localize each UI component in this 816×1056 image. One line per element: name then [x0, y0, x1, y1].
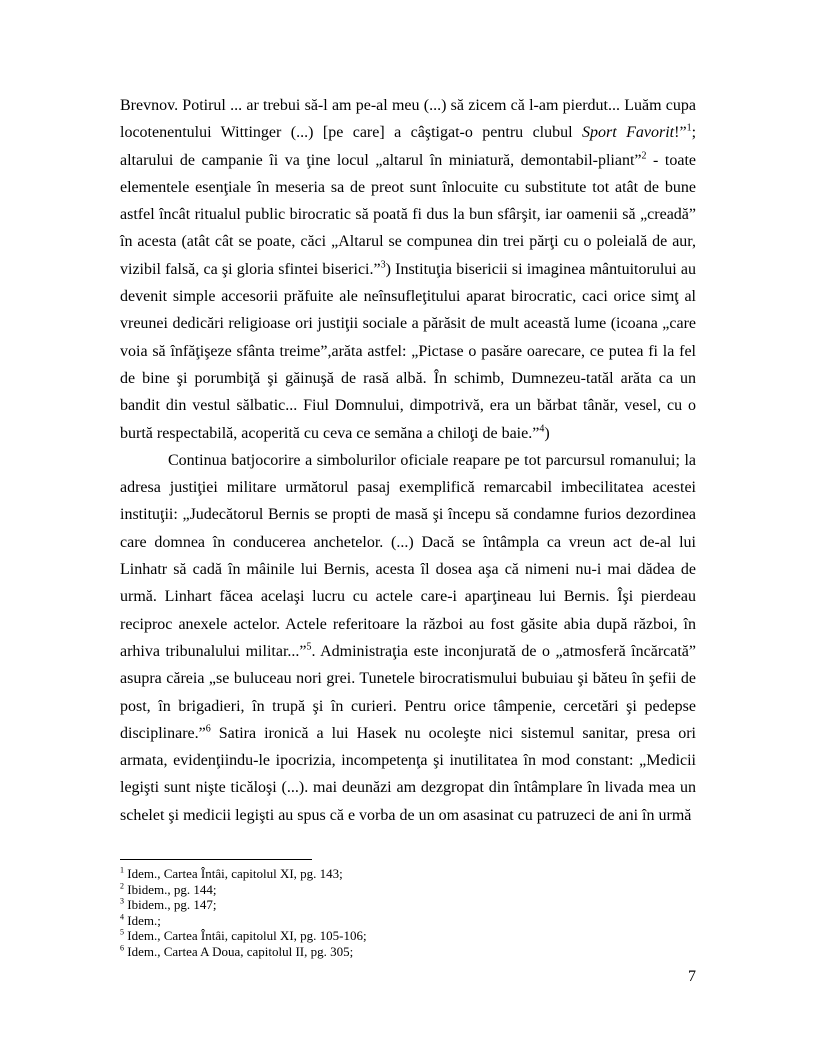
body-text [120, 92, 696, 829]
footnote [120, 897, 696, 913]
footnote [120, 928, 696, 944]
footnote [120, 866, 696, 882]
footnote-number: 5 [120, 927, 124, 937]
text-run: Satira ironică a lui Hasek nu ocoleşte nici sistemul sanitar, presa ori armata, evidenţiindu-le ipocrizia, incompetenţa şi inutilitatea în mod constant: „Medicii legişti sunt nişte ticăloşi (...). mai deunăzi am dezgropat din întâmplare în livada mea un schelet şi medicii legişti au spus că e vorba de un om asasinat cu patruzeci de ani în urmă [120, 724, 696, 824]
footnote-text: Idem., Cartea Întâi, capitolul XI, pg. 105-106; [124, 928, 367, 943]
text-run: !” [674, 124, 687, 142]
footnote-ref: 3 [380, 259, 386, 271]
text-run: Continua batjocorire a simbolurilor oficiale reapare pe tot parcursul romanului; la adresa justiţiei militare următorul pasaj exemplifică remarcabil imbecilitatea acestei instituţii: „Judecătorul Bernis se propti de masă şi începu să condamne furios dezordinea care domnea în conducerea anchetelor. (...) Dacă se întâmpla ca vreun act de-al lui Linhatr să cadă în mâinile lui Bernis, acesta îl dosea aşa că nimeni nu-i mai dădea de urmă. Linhart făcea acelaşi lucru cu actele care-i aparţineau lui Bernis. Îşi pierdeau reciproc anexele actelor. Actele referitoare la război au fost găsite abia după război, în arhiva tribunalului militar...” [120, 451, 696, 660]
text-run: Brevnov. Potirul ... ar trebui să-l am pe-al meu (...) să zicem că l-am pierdut... Luăm cupa locotenentului Wittinger (...) [pe care] a câştigat-o pentru clubul [120, 97, 696, 142]
footnote-separator [120, 859, 312, 860]
paragraph [120, 447, 696, 829]
page-number: 7 [688, 968, 696, 985]
footnote-ref: 1 [686, 122, 692, 134]
footnote-number: 3 [120, 896, 124, 906]
text-run: ; altarului de campanie îi va ţine locul „altarul în miniatură, demontabil-pliant” [120, 124, 697, 169]
text-run: . Administraţia este inconjurată de o „atmosferă încărcată” asupra căreia „se buluceau nori grei. Tunetele birocratismului bubuiau şi băteu în şefii de post, în brigadieri, în trupă şi în curieri. Pentru orice tâmpenie, cercetări şi pedepse disciplinare.” [120, 642, 696, 742]
footnote-ref: 4 [539, 423, 545, 435]
footnote-text: Idem., Cartea A Doua, capitolul II, pg. 305; [124, 943, 354, 959]
text-run: - toate elementele esenţiale în meseria sa de preot sunt înlocuite cu substitute tot atât de bune astfel încât ritualul public birocratic să poată fi dus la bun sfârşit, iar oamenii să „creadă” în acesta (atât cât se poate, căci „Altarul se compunea din trei părţi cu o poleială de aur, vizibil falsă, ca şi gloria sfintei biserici.” [120, 151, 697, 278]
text-run: ) Instituţia bisericii si imaginea mântuitorului au devenit simple accesorii prăfuite ale neînsufleţitului aparat birocratic, caci orice simţ al vreunei dedicări religioase ori justiţii sociale a părăsit de mult această lume (icoana „care voia să înfăţişeze sfânta treime”,arăta astfel: „Pictase o pasăre oarecare, ce putea fi la fel de bine şi porumbiţă şi găinuşă de rasă albă. În schimb, Dumnezeu-tatăl arăta ca un bandit din vestul sălbatic... Fiul Domnului, dimpotrivă, era un bărbat tânăr, vesel, cu o burtă respectabilă, acoperită cu ceva ce semăna a chiloţi de baie.” [120, 260, 697, 442]
text-run: ) [544, 424, 550, 442]
paragraph [120, 92, 696, 447]
footnote [120, 913, 696, 929]
footnote [120, 882, 696, 898]
footnote-ref: 2 [641, 150, 647, 162]
footnote-text: Idem.; [124, 912, 161, 928]
footnote-text: Ibidem., pg. 147; [124, 897, 217, 912]
footnote-text: Ibidem., pg. 144; [124, 881, 217, 897]
footnote [120, 944, 696, 960]
italic-text: Sport Favorit [582, 124, 675, 142]
footnote-ref: 5 [306, 641, 312, 653]
footnote-text: Idem., Cartea Întâi, capitolul XI, pg. 143; [124, 866, 343, 881]
footnote-number: 4 [120, 912, 124, 922]
footnote-number: 6 [120, 943, 124, 953]
footnotes [120, 866, 696, 959]
footnote-number: 1 [120, 865, 124, 875]
footnote-ref: 6 [205, 723, 211, 735]
footnote-number: 2 [120, 881, 124, 891]
